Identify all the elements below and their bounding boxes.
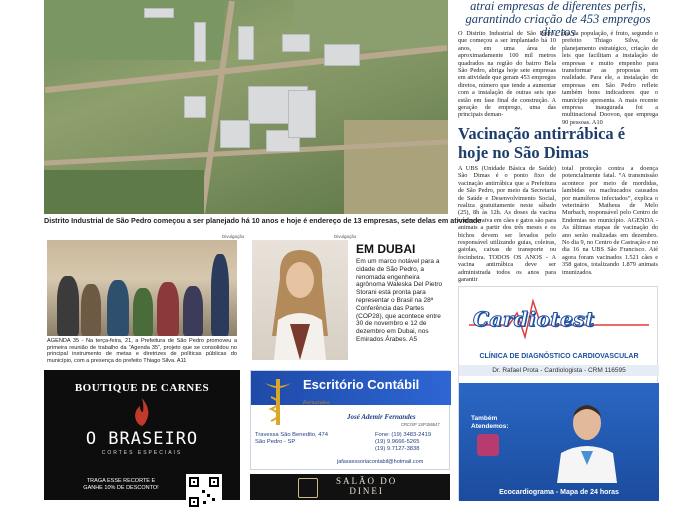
cardiotest-doctor-line: Dr. Rafael Prota - Cardiologista - CRM 116595: [459, 365, 659, 376]
attendee: [133, 288, 153, 336]
headline-line: atrai empresas de diferentes perfis,: [470, 0, 646, 13]
dubai-title: EM DUBAI: [356, 242, 416, 256]
vaccination-article-column-2: total proteção contra a doença potencialmente fatal. “A transmissão acontece por meio de mordidas, lambidas ou machucados causados por mamíferos infectados”, explica o veterinário Matheus de Melo Murbach, responsável pelo Centro de Endemias no município. AGENDA - As últimas etapas de vacinação do ano serão realizadas em dezembro. No dia 9, no Centro de Castração e no dia 16 na UBS São Francisco. Até agora foram vacinados 1.521 cães e 358 gatos, totalizando 1.879 animais imunizados.: [562, 165, 658, 276]
phone-line: (19) 9.7127-3838: [375, 446, 420, 452]
salao-line: SALÃO DO: [336, 476, 398, 486]
boutique-brand-name: O BRASEIRO: [85, 429, 199, 449]
vaccination-article-headline: Vacinação antirrábica é hoje no São Dimas: [458, 124, 626, 162]
tree-area: [44, 170, 204, 214]
vaccination-article-column-1: A UBS (Unidade Básica de Saúde) São Dimas é o ponto fixo de vacinação antirrábica que a Prefeitura de São Pedro, por meio da Secretaria de Saúde e Desenvolvimento Social, realiza gratuitamente neste sábado (25), 8h às 12h. As doses da vacina contra a raiva em cães e gatos são para animais a partir dos três meses e os bichos devem ser levados pelo responsável utilizando guias, coleiras, gaiolas, caixas de transporte ou focinheira. TODOS OS ANOS - A vacina antirrábica deve ser administrada todos os anos para garantir: [458, 165, 556, 284]
offer-line: TRAGA ESSE RECORTE E: [86, 478, 156, 484]
qr-code-icon: [186, 474, 222, 510]
attendee: [107, 280, 129, 336]
boutique-offer: [66, 478, 176, 492]
speaker: [211, 254, 229, 336]
flame-icon: [132, 398, 152, 426]
salao-ad: [250, 474, 450, 500]
agenda-meeting-photo: [47, 240, 237, 336]
warehouse: [282, 34, 310, 52]
caduceus-logo-icon: [263, 375, 293, 427]
attendee: [81, 284, 101, 336]
attendee: [183, 286, 203, 336]
cardiotest-services-footer: Ecocardiograma - Mapa de 24 horas: [499, 489, 619, 496]
headline-line: garantindo criação de 453 empregos diretos: [465, 12, 651, 39]
contabil-address: [255, 432, 328, 446]
industrial-article-column-2: das da população, é fruto, segundo o prefeito Thiago Silva, de planejamento estratégico, criação de leis que facilitam a instalação de empresas e muito empenho para transformar as propostas em realidade. Para ele, a instalação de empresas em São Pedro reflete também bons indicadores que o município apresenta. A mais recente empresa inaugurada foi a multinacional Doovon, que emprega 90 pessoas. A10: [562, 30, 658, 126]
attendee: [157, 282, 179, 336]
industrial-article-column-1: O Distrito Industrial de São Pedro, que começou a ser implantado há 10 anos, em uma área de aproximadamente 100 mil metros quadrados na região do bairro Bela São Pedro, abriga hoje sete empresas em atividade que geram 453 empregos diretos, número que tende a aumentar com a instalação de outras seis que estão em fase final de construção. A geração de emprego, uma das principais deman-: [458, 30, 556, 119]
agenda-caption: AGENDA 35 - Na terça-feira, 21, a Prefeitura de São Pedro promoveu a primeira reunião de trabalho da “Agenda 35”, projeto que se consolidou no principal instrumento de metas e diretrizes de políticas públicas do município, com a presença do prefeito Thiago Silva. A11: [47, 338, 237, 364]
warehouse: [144, 8, 174, 18]
engineer-portrait-photo: [252, 240, 348, 360]
aerial-photo-caption: Distrito Industrial de São Pedro começou a ser planejado há 10 anos e hoje é endereço de 13 empresas, sete delas em atividade: [44, 216, 482, 225]
cardiotest-also-attends: [471, 415, 509, 431]
health-plan-logo-icon: [477, 434, 499, 456]
phone-line: Fone: (19) 3483-2419: [375, 432, 432, 438]
contabil-crc: CRC/SP 1SP156547: [401, 422, 440, 427]
dubai-text: Em um marco notável para a cidade de São Pedro, a renomada engenheira agrônoma Waleska Del Pietro Storani está pronta para representar o Brasil na 28ª Conferência das Partes (COP28), que acontece entre 30 de novembro e 12 de dezembro em Dubai, nos Emirados Árabes. A5: [356, 258, 443, 343]
agenda-photo-credit: Divulgação: [222, 234, 245, 239]
phone-line: (19) 9.9666-5265: [375, 439, 420, 445]
contabil-subtitle: Fernandes: [303, 400, 330, 406]
industrial-district-aerial-photo: [44, 0, 448, 214]
contabil-title: Escritório Contábil: [303, 377, 420, 392]
boutique-title: BOUTIQUE DE CARNES: [74, 382, 210, 394]
warehouse: [194, 22, 206, 62]
salao-name: [336, 476, 397, 496]
dubai-photo-credit: Divulgação: [334, 234, 357, 239]
warehouse: [238, 26, 254, 60]
cardiotest-subtitle: CLÍNICA DE DIAGNÓSTICO CARDIOVASCULAR: [479, 353, 639, 360]
contabil-person-name: José Ademir Fernandes: [347, 413, 416, 421]
warehouse: [324, 44, 360, 66]
dirt-field: [344, 120, 448, 214]
address-line: São Pedro - SP: [255, 439, 296, 445]
attendee: [57, 276, 79, 336]
offer-line: GANHE 10% DE DESCONTO!: [83, 485, 159, 491]
green-field: [294, 0, 448, 50]
contabil-email: jafassessoriacontabil@hotmail.com: [337, 459, 424, 465]
cardiotest-ad: [458, 286, 658, 500]
also-line: Atendemos:: [471, 423, 509, 430]
also-line: Também: [471, 415, 498, 422]
warehouse: [184, 96, 206, 118]
o-braseiro-ad: [44, 370, 240, 500]
warehouse: [288, 90, 316, 138]
address-line: Travessa São Benedito, 474: [255, 432, 328, 438]
contabil-phones: [375, 432, 431, 453]
salao-emblem-icon: [298, 478, 318, 498]
boutique-tagline: CORTES ESPECIAIS: [101, 450, 183, 456]
salao-line: DINEI: [349, 486, 384, 496]
doctor-photo: [551, 395, 621, 483]
cardiotest-logo: Cardiotest: [473, 307, 595, 331]
portrait-illustration: [252, 240, 348, 360]
warehouse: [220, 120, 250, 148]
escritorio-contabil-ad: [250, 370, 450, 470]
